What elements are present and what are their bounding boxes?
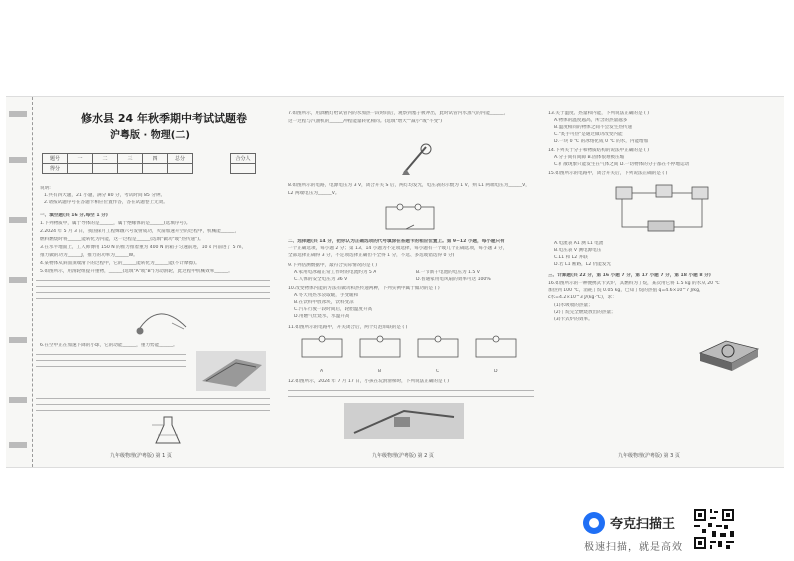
- option-text: C.汽车行驶一段时间后，轮胎温度升高: [294, 307, 373, 312]
- question-text: 2.2024 年 5 月 3 日，我国探月工程嫦娥六号发射成功，火箭加速升空的过程中，机械能______，: [40, 229, 240, 234]
- question-text: 15.如图所示的电路中，闭合开关后，下列说法正确的是 ( ): [548, 171, 668, 176]
- question-text: 1.下列物质中，属于导体的是______，属于绝缘体的是______(选填序号)。: [40, 221, 191, 226]
- section-heading: 二、选择题(共 14 分，把你认为正确选项的代号填涂在答题卡的相应位置上。第 9~12 小题，每小题只有: [288, 239, 505, 244]
- question-text: 3.在水平地面上，工人师傅用 150 N 的推力推着重为 400 N 的箱子匀速前进，10 s 内前进了 5 m，: [40, 245, 247, 250]
- score-cell: [93, 164, 118, 174]
- option-text: A.家用电冰箱正常工作时的电流约为 5 A: [294, 270, 377, 275]
- option-text: D.用燃气灶烧水，水温升高: [294, 314, 350, 319]
- score-cell: 题号: [43, 154, 68, 164]
- option-text: C.扩散现象只能发生在气体之间 D.一切物体的分子都在不停地运动: [554, 162, 690, 167]
- page-footer: 九年级物理(沪粤版) 第 3 页: [618, 453, 680, 459]
- option-text: D.普通家用电风扇的效率可达 100%: [416, 277, 491, 282]
- page-2: [286, 97, 536, 467]
- question-text: 推力做的功为______J，推力的功率为______W。: [40, 253, 138, 258]
- slide-photo: [344, 403, 464, 439]
- qr-code-icon: [692, 507, 736, 551]
- flask-figure: [148, 415, 188, 447]
- score-cell: 总分: [168, 154, 193, 164]
- score-cell: [68, 164, 93, 174]
- binding-mark: [9, 277, 27, 283]
- option-text: B.在饮料中放冰块，饮料变凉: [294, 300, 354, 305]
- question-text: 10.改变物体内能的方法有做功和热传递两种，下列实例中属于做功的是 ( ): [288, 286, 440, 291]
- score-table: [42, 153, 193, 174]
- option-label: D: [494, 369, 498, 374]
- page-1: [36, 97, 276, 467]
- option-label: C: [436, 369, 440, 374]
- section-heading: 一个正确选项，每小题 2 分；第 13、14 小题为不定项选择，每小题有一个或几个正确选项，每小题 3 分，: [288, 246, 508, 251]
- question-text: 7.如图所示，用酒精灯给试管内的水加热一段时间后，观察到塞子被冲出，此时试管内水蒸气的内能______，: [288, 111, 509, 116]
- score-cell: 一: [68, 154, 93, 164]
- question-text: 13.关于温度、热量和内能，下列说法正确的是 ( ): [548, 111, 650, 116]
- question-text: 燃料燃烧时将______能转化为内能，这一过程是______(选填"做功"或"热传递")。: [40, 237, 204, 242]
- exam-title: 修水县 24 年秋季期中考试试题卷: [81, 112, 247, 125]
- pulley-photo: [196, 351, 266, 391]
- question-text: 9.下列估测数据中，最符合实际情况的是 ( ): [288, 263, 377, 268]
- scanner-brand-name: 夸克扫描王: [610, 517, 676, 532]
- question-text: 11.如图所示的电路中，开关闭合后，两个灯泡串联的是 ( ): [288, 325, 408, 330]
- option-text: C.人体的安全电压为 36 V: [294, 277, 348, 282]
- binding-mark: [9, 157, 27, 163]
- option-label: B: [378, 369, 382, 374]
- binding-mark: [9, 111, 27, 117]
- option-text: C.L1 和 L2 并联: [554, 255, 588, 260]
- option-text: A.分子间有间隙 B.固体很难被压缩: [554, 155, 625, 160]
- score-cell: [143, 164, 168, 174]
- question-text: 16.如图所示的一种便携式卡式炉，其燃料为丁烷，某次用它将 1.5 kg 的水从 20 ℃: [548, 281, 720, 286]
- note-line: 1.共有四大题，21 小题，满分 80 分，考试时间 85 分钟。: [44, 193, 166, 198]
- option-text: A.物体的温度越高，所含的热量越多: [554, 118, 628, 123]
- question-text: 5.如图所示，用滑轮组提升重物，______(选填"A"或"B")为动滑轮，此过程中机械效率______。: [40, 269, 233, 274]
- text-lines: [36, 277, 270, 301]
- score-cell: 四: [143, 154, 168, 164]
- score-cell: 二: [93, 154, 118, 164]
- page-3: [546, 97, 781, 467]
- text-lines: [36, 351, 186, 369]
- binding-mark: [9, 337, 27, 343]
- grader-label: 合分人: [231, 154, 256, 164]
- note-line: 2.请按试题序号在答题卡相应位置作答，答在试题卷上无效。: [44, 200, 168, 205]
- option-text: A.冬天用热水袋取暖，手变暖和: [294, 293, 359, 298]
- page-footer: 九年级物理(沪粤版) 第 2 页: [372, 453, 434, 459]
- binding-margin: [6, 97, 33, 467]
- circuit-figure: [382, 203, 438, 233]
- option-text: C."炙手可热"是通过做功改变内能: [554, 132, 623, 137]
- score-cell: [118, 164, 143, 174]
- score-cell: 三: [118, 154, 143, 164]
- score-cell: 得分: [43, 164, 68, 174]
- section-heading: 三、计算题(共 22 分，第 16 小题 7 分，第 17 小题 7 分，第 18 小题 8 分): [548, 273, 711, 278]
- question-text: 14.下列关于分子和物质结构的说法中正确的是 ( ): [548, 148, 650, 153]
- sub-question: (1)水吸收的热量；: [554, 303, 593, 308]
- binding-mark: [9, 442, 27, 448]
- section-heading: 一、填空题(共 16 分,每空 1 分): [40, 213, 108, 218]
- exam-sheet: [6, 96, 784, 468]
- grader-cell: [231, 164, 256, 174]
- test-tube-figure: [396, 139, 436, 177]
- option-text: B.电压表 V 测电源电压: [554, 248, 602, 253]
- option-label: A: [320, 369, 324, 374]
- ball-trajectory-figure: [132, 303, 192, 339]
- scanner-slogan: 极速扫描，就是高效: [584, 542, 683, 553]
- circuit-options-figure: [296, 335, 526, 367]
- option-text: D.若 L1 断路，L2 仍能发光: [554, 262, 612, 267]
- binding-mark: [9, 397, 27, 403]
- binding-mark: [9, 217, 27, 223]
- question-text: c水=4.2×10^3 J/(kg·℃)，求：: [548, 295, 617, 300]
- grader-table: [230, 153, 256, 174]
- option-text: B.温度相同的物体之间不会发生热传递: [554, 125, 633, 130]
- page-footer: 九年级物理(沪粤版) 第 1 页: [110, 453, 172, 459]
- question-text: 8.如图所示的电路，电源电压为 3 V，闭合开关 S 后，两灯均发光，电压表的示数为 1 V，则 L1 两端电压为______V，: [288, 183, 530, 188]
- text-lines: [288, 387, 534, 399]
- question-text: 加热到 100 ℃，消耗丁烷 0.05 kg，已知丁烷的热值 q=4.6×10^7 J/kg，: [548, 288, 704, 293]
- scanner-logo-icon: [583, 512, 605, 534]
- question-text: 4.某物体从斜面顶端滑下的过程中，它的______能转化为______能(不计摩擦)。: [40, 261, 200, 266]
- sub-question: (3)卡式炉的效率。: [554, 317, 593, 322]
- scanner-watermark: [583, 506, 793, 556]
- text-lines: [36, 395, 270, 413]
- exam-subtitle: 沪粤版 · 物理(二): [110, 130, 190, 141]
- option-text: D.一块 0 ℃ 的冰熔化成 0 ℃ 的水，内能增加: [554, 139, 649, 144]
- score-cell: [168, 164, 193, 174]
- stove-photo: [696, 331, 762, 371]
- section-heading: 全部选择正确得 3 分，不定项选择正确但不全得 1 分，不选、多选或错选得 0 分): [288, 253, 455, 258]
- question-text: 12.如图所示，2024 年 7 月 17 日，小孩在玩滑滑梯时，下列说法正确的是 ( ): [288, 379, 450, 384]
- question-text: 这一过程与汽油机的______冲程能量转化相同。(选填"增大""减小"或"不变"): [288, 119, 443, 124]
- option-text: A.电流表 A1 测 L1 电流: [554, 241, 604, 246]
- notes-label: 说明:: [40, 186, 51, 191]
- question-text: L2 两端电压为______V。: [288, 191, 340, 196]
- option-text: B.一节新干电池的电压为 1.5 V: [416, 270, 480, 275]
- sub-question: (2)丁烷完全燃烧放出的热量；: [554, 310, 616, 315]
- ammeter-circuit-figure: [612, 183, 712, 235]
- question-text: 6.在空中正在加速下降的小球，它的动能______，重力势能______。: [40, 343, 178, 348]
